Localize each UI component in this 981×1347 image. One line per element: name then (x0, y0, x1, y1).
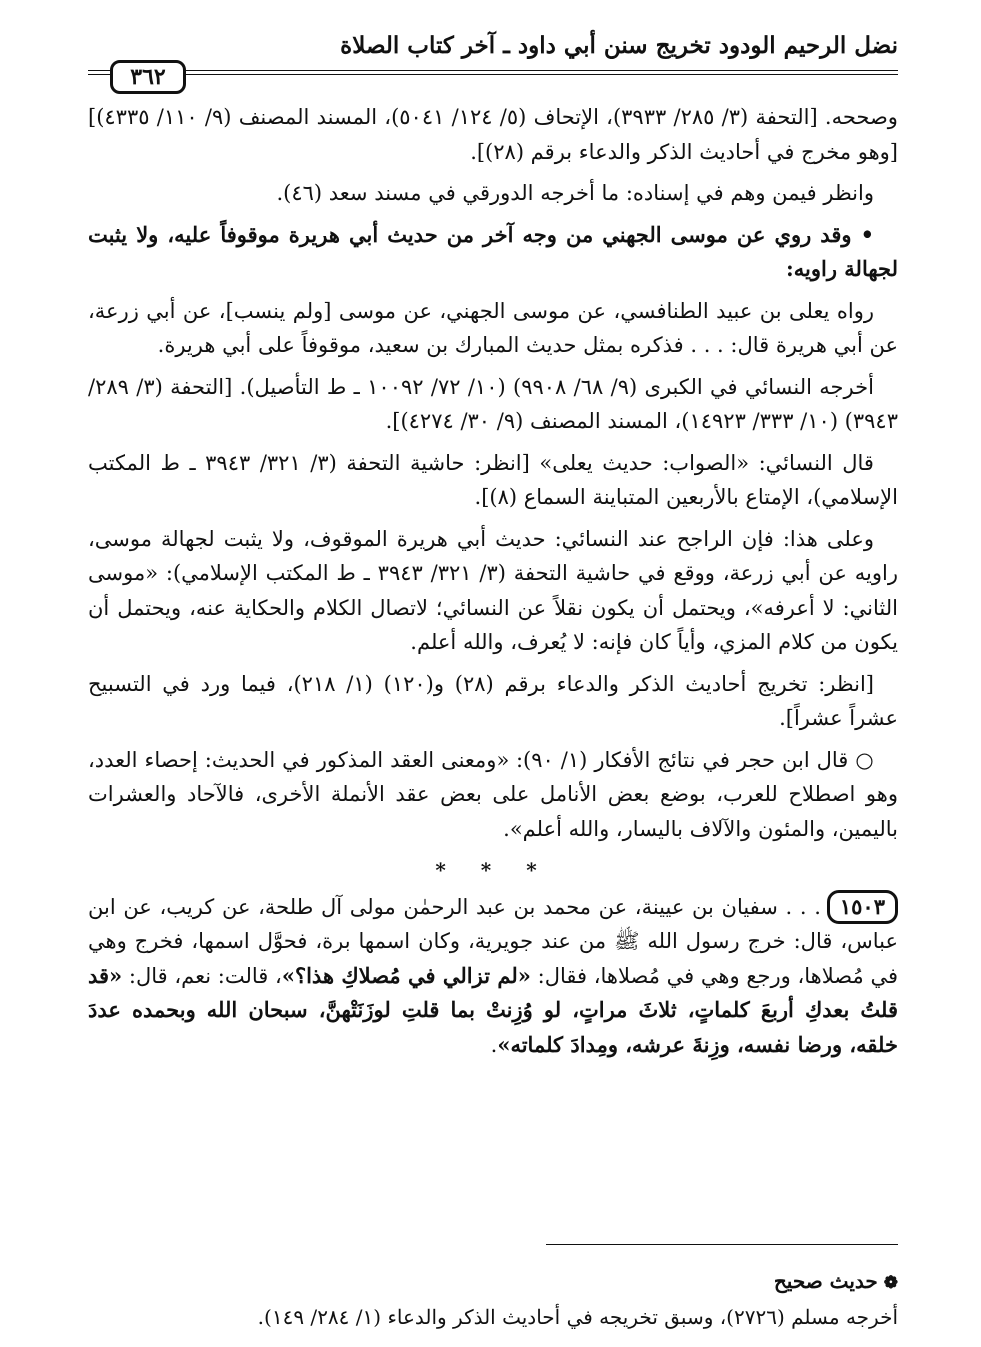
paragraph-8: [انظر: تخريج أحاديث الذكر والدعاء برقم (٢٨) و(١٢٠) (١/ ٢١٨)، فيما ورد في التسبيح عشراً عشراً]. (88, 671, 898, 730)
paragraph-9: ○ قال ابن حجر في نتائج الأفكار (١/ ٩٠): «ومعنى العقد المذكور في الحديث: إحصاء العدد، وهو اصطلاح للعرب، بوضع بعض الأنامل على بعض عقد الأنملة الأخرى، فالآحاد والعشرات باليمين، والمئون والآلاف باليسار، والله أعلم». (88, 747, 898, 841)
footnote-text: أخرجه مسلم (٢٧٢٦)، وسبق تخريجه في أحاديث الذكر والدعاء (١/ ٢٨٤/ ١٤٩). (257, 1305, 898, 1329)
paragraph-6: قال النسائي: «الصواب: حديث يعلى» [انظر: حاشية التحفة (٣/ ٣٢١/ ٣٩٤٣ ـ ط المكتب الإسلامي)، الإمتاع بالأربعين المتباينة السماع (٨)]. (88, 450, 898, 509)
page-header (88, 30, 898, 71)
hadith-quote-1: «لم تزالي في مُصلاكِ هذا؟» (281, 962, 531, 988)
footnote (88, 1264, 898, 1334)
paragraph-3: • وقد روي عن موسى الجهني من وجه آخر من حديث أبي هريرة موقوفاً عليه، ولا يثبت لجهالة راويه: (88, 221, 898, 281)
main-text (88, 100, 898, 1069)
ornament-icon: ❁ (883, 1273, 898, 1293)
paragraph-2: وانظر فيمن وهم في إسناده: ما أخرجه الدورقي في مسند سعد (٤٦). (276, 181, 874, 205)
footnote-rule (546, 1244, 898, 1245)
hadith-number: ١٥٠٣ (827, 890, 898, 924)
page-number: ٣٦٢ (110, 60, 186, 94)
section-separator: * * * (435, 858, 551, 882)
paragraph-5: أخرجه النسائي في الكبرى (٩/ ٦٨/ ٩٩٠٨) (١٠/ ٧٢/ ١٠٠٩٢ ـ ط التأصيل). [التحفة (٣/ ٢٨٩/ ٣٩٤٣) (١٠/ ٣٣٣/ ١٤٩٢٣)، المسند المصنف (٩/ ٣٠/ ٤٢٧٤)]. (88, 374, 898, 433)
hadith-text-1: . . . سفيان بن عيينة، عن محمد بن عبد الرحمٰن مولى آل طلحة، عن كريب، عن ابن عباس، قال: خرج رسول الله ﷺ من عند جويرية، وكان اسمها برة، فحوَّل اسمها، فخرج وهي في مُصلاها، ورجع وهي في مُصلاها، فقال: (88, 894, 898, 988)
hadith-quote-2: «قد قلتُ بعدكِ أربعَ كلماتٍ، ثلاثَ مراتٍ، لو وُزِنتْ بما قلتِ لوزَنَتْهنَّ، سبحان الله وبحمده عددَ خلقه، ورضا نفسه، وزِنةَ عرشه، ومِدادَ كلماته» (88, 962, 898, 1057)
hadith-text-3: . (490, 1032, 498, 1057)
paragraph-7: وعلى هذا: فإن الراجح عند النسائي: حديث أبي هريرة الموقوف، ولا يثبت لجهالة موسى، راويه عن أبي زرعة، ووقع في حاشية التحفة (٣/ ٣٢١/ ٣٩٤٣ ـ ط المكتب الإسلامي): «موسى الثاني: لا أعرفه»، ويحتمل أن يكون نقلاً عن النسائي؛ لاتصال الكلام والحكاية عنه، ويحتمل أن يكون من كلام المزي، وأياً كان فإنه: لا يُعرف، والله أعلم. (88, 526, 898, 654)
hadith-paragraph (88, 890, 898, 1063)
paragraph-1: وصححه. [التحفة (٣/ ٢٨٥/ ٣٩٣٣)، الإتحاف (٥/ ١٢٤/ ٥٠٤١)، المسند المصنف (٩/ ١١٠/ ٤٣٣٥)] [وهو مخرج في أحاديث الذكر والدعاء برقم (٢٨)]. (88, 105, 898, 164)
hadith-text-2: ، قالت: نعم، قال: (122, 963, 282, 988)
page (88, 30, 898, 1329)
header-rule (88, 74, 898, 75)
running-title: نضل الرحيم الودود تخريج سنن أبي داود ـ آخر كتاب الصلاة (340, 32, 898, 59)
page-number-badge (88, 58, 208, 98)
footnote-heading: حديث صحيح (773, 1269, 878, 1293)
paragraph-4: رواه يعلى بن عبيد الطنافسي، عن موسى الجهني، عن موسى [ولم ينسب]، عن أبي زرعة، عن أبي هريرة قال: . . . فذكره بمثل حديث المبارك بن سعيد، موقوفاً على أبي هريرة. (88, 298, 898, 357)
